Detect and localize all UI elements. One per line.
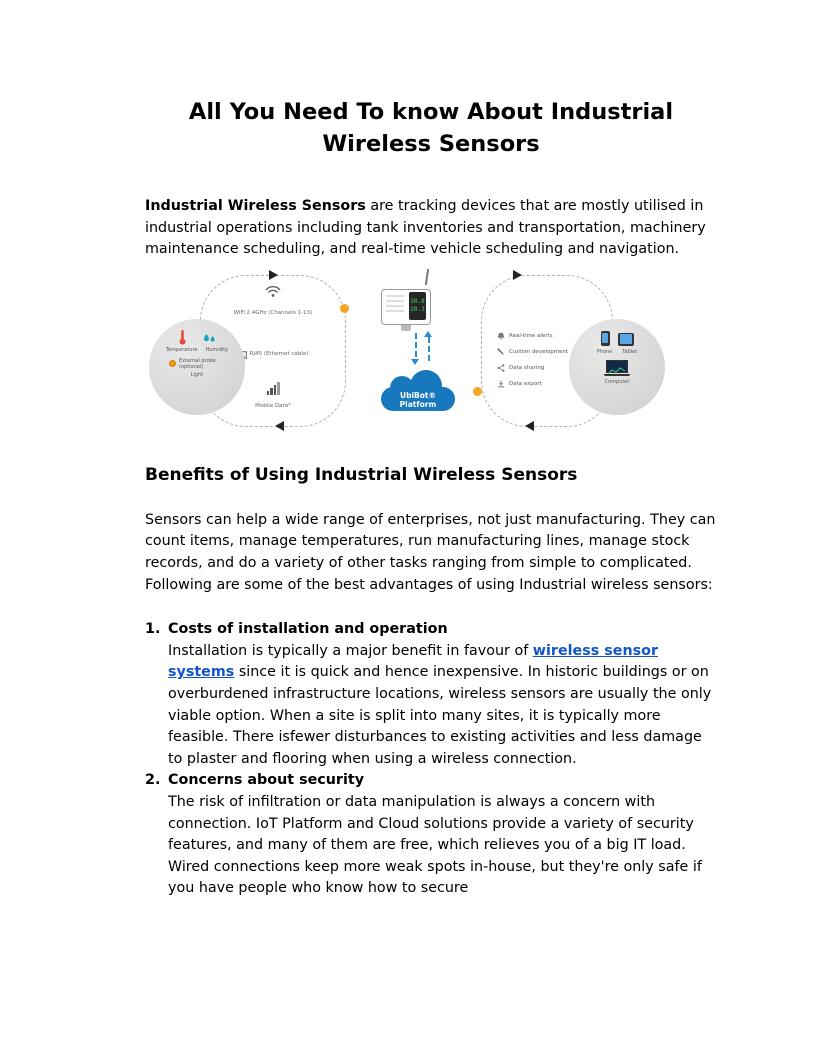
export-icon (497, 380, 505, 388)
wifi-icon (264, 284, 282, 298)
connector-node (473, 387, 482, 396)
client-labels (597, 349, 637, 355)
list-number: 2. (145, 772, 161, 789)
external-probe-label: External probe (optional) (179, 357, 216, 370)
wrench-icon (497, 348, 505, 356)
uplink-dashed-line (415, 333, 417, 357)
downlink-dashed-line (428, 337, 430, 361)
cloud-label-line1: UbiBot® (400, 390, 436, 400)
list-item-heading: Costs of installation and operation (168, 621, 448, 638)
cloud-label (381, 391, 455, 409)
wifi-label: WiFi 2.4GHz (Channels 1-13) (233, 309, 313, 316)
flow-arrow-right-icon (269, 270, 278, 280)
list-item (145, 770, 717, 900)
cloud-label-line2: Platform (399, 399, 437, 409)
sensor-labels (166, 347, 228, 353)
list-item-body: The risk of infiltration or data manipulation is always a concern with connection. IoT Platform and Cloud solutions provide a variety of security features, and many of them are free, which relieves you of a big IT load. Wired connections keep more weak spots in-house, but they're only safe if you have people who know how to secure (168, 793, 702, 897)
benefits-intro-paragraph: Sensors can help a wide range of enterprises, not just manufacturing. They can count items, manage temperatures, run manufacturing lines, manage stock records, and do a variety of other tasks ranging from simple to complicated. Following are some of the best advantages of using Industrial wireless sensors: (145, 511, 716, 593)
wireless-sensor-systems-link[interactable]: wireless sensor systems (168, 642, 659, 681)
flow-arrow-left-icon (525, 421, 534, 431)
client-icons (601, 331, 634, 346)
ethernet-label: RJ45 (Ethernet cable) (249, 351, 309, 358)
mobile-data-label: Mobile Data* (255, 402, 291, 409)
phone-label: Phone (596, 348, 613, 355)
flow-arrow-left-icon (275, 421, 284, 431)
list-item-body (168, 641, 717, 771)
light-label: Light (190, 371, 204, 378)
intro-paragraph (145, 196, 717, 261)
intro-body-text: are tracking devices that are mostly utilised in industrial operations including tank inventories and transportation, machinery maintenance scheduling, and real-time vehicle scheduling and navigation. (145, 198, 706, 258)
humidity-label: Humidity (205, 346, 229, 353)
sensor-system-diagram (145, 271, 675, 435)
antenna-icon (424, 269, 428, 285)
sensors-circle (149, 319, 245, 415)
item1-text-before-link: Installation is typically a major benefit in favour of (168, 642, 533, 659)
feature-label: Data sharing (509, 364, 545, 371)
computer-icon (604, 360, 630, 377)
display-reading-1: 30.8 (410, 297, 425, 305)
list-item-heading: Concerns about security (168, 772, 365, 789)
probe-icon (169, 360, 176, 367)
wifi-block (201, 283, 345, 317)
tablet-label: Tablet (622, 348, 638, 355)
feature-label: Data export (509, 380, 542, 387)
ubibot-platform-cloud (381, 371, 455, 413)
device-grille (386, 295, 404, 297)
feature-label: Custom development (509, 348, 569, 355)
signal-bars-icon (267, 381, 280, 395)
device-mount (401, 325, 411, 331)
page-title-line1: All You Need To know About Industrial (188, 99, 674, 125)
connector-node (340, 304, 349, 313)
phone-icon (601, 331, 610, 346)
sensor-icons (178, 329, 216, 345)
clients-circle (569, 319, 665, 415)
benefits-list (145, 619, 717, 900)
item1-text-after-link: since it is quick and hence inexpensive. In historic buildings or on overburdened infrastructure locations, wireless sensors are usually the only viable option. When a site is split into many sites, it is typically more feasible. There isfewer disturbances to existing activities and less damage to plaster and flooring when using a wireless connection. (168, 664, 712, 767)
bell-icon (497, 332, 505, 340)
page-title-line2: Wireless Sensors (322, 131, 540, 157)
down-arrowhead-icon (411, 359, 419, 365)
temperature-label: Temperature (165, 346, 198, 353)
list-number: 1. (145, 621, 161, 638)
humidity-drops-icon (203, 333, 216, 345)
external-probe-row (169, 358, 225, 370)
list-item (145, 619, 717, 770)
display-reading-2: 20.3 (410, 305, 425, 313)
share-icon (497, 364, 505, 372)
flow-arrow-right-icon (513, 270, 522, 280)
intro-bold-text: Industrial Wireless Sensors (145, 198, 366, 214)
up-arrowhead-icon (424, 331, 432, 337)
wireless-sensor-device (381, 277, 437, 327)
tablet-icon (618, 333, 634, 346)
thermometer-icon (178, 329, 187, 345)
benefits-heading: Benefits of Using Industrial Wireless Sensors (145, 464, 578, 485)
page-title (145, 96, 717, 160)
computer-label: Computer (604, 379, 630, 386)
feature-label: Real-time alerts (509, 332, 553, 339)
device-display (409, 292, 426, 320)
